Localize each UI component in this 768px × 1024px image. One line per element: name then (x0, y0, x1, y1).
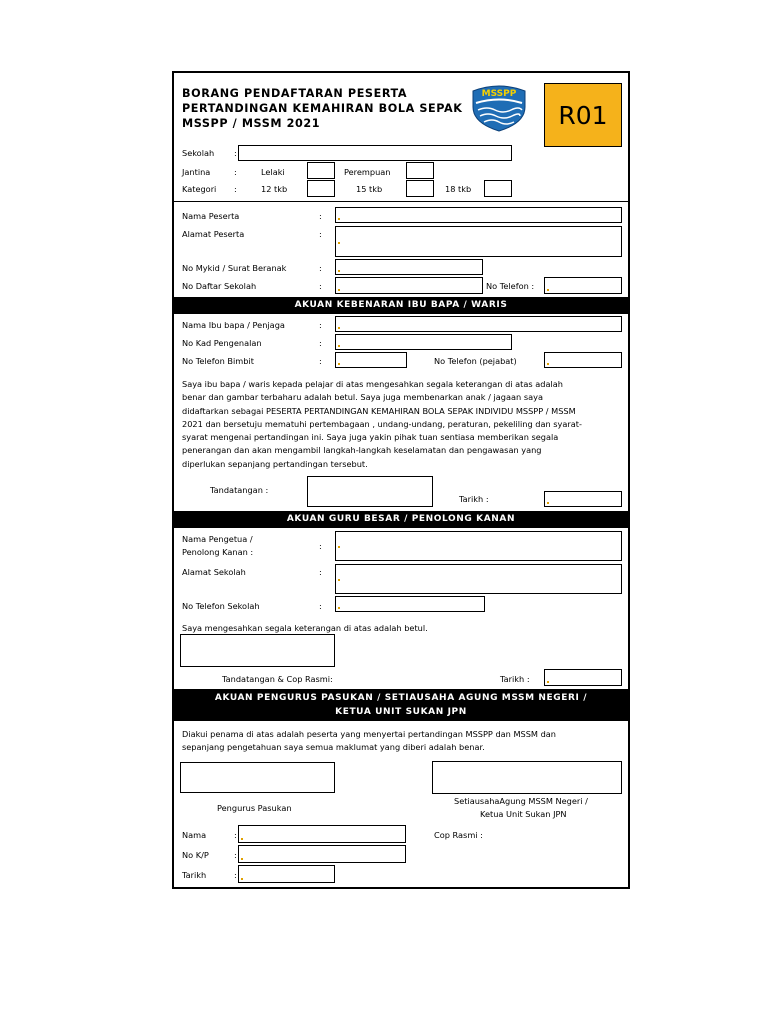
msspp-logo (467, 83, 531, 133)
telefon-sekolah-label: No Telefon Sekolah (182, 601, 260, 611)
setiausaha-label-2: Ketua Unit Sukan JPN (480, 809, 567, 819)
setiausaha-label: SetiausahaAgung MSSM Negeri / (454, 796, 588, 806)
nama-penjaga-input[interactable] (335, 316, 622, 332)
parent-section-heading: AKUAN KEBENARAN IBU BAPA / WARIS (174, 297, 628, 314)
nama-penjaga-label: Nama Ibu bapa / Penjaga (182, 320, 285, 330)
parent-signature-label: Tandatangan : (210, 485, 269, 495)
title-line-3: MSSPP / MSSM 2021 (182, 117, 321, 130)
pengurus-label: Pengurus Pasukan (217, 803, 292, 813)
colon: : (319, 263, 322, 273)
nama-peserta-input[interactable] (335, 207, 622, 223)
logo-text: MSSPP (481, 89, 517, 99)
form-code-box (544, 83, 622, 147)
colon: : (319, 211, 322, 221)
kategori-label: Kategori (182, 184, 217, 194)
declaration-line: penerangan dan akan mengambil langkah-langkah keselamatan dan pengawasan yang (182, 445, 542, 456)
nama-label: Nama (182, 830, 207, 840)
colon: : (234, 870, 237, 880)
telefon-bimbit-input[interactable] (335, 352, 407, 368)
lelaki-label: Lelaki (261, 167, 285, 177)
perempuan-checkbox[interactable] (406, 162, 434, 179)
category-12-label: 12 tkb (261, 184, 288, 194)
title-line-2: PERTANDINGAN KEMAHIRAN BOLA SEPAK (182, 102, 463, 115)
telefon-pejabat-input[interactable] (544, 352, 622, 368)
category-18-label: 18 tkb (445, 184, 472, 194)
parent-date-label: Tarikh : (459, 494, 489, 504)
mykid-label: No Mykid / Surat Beranak (182, 263, 287, 273)
registration-form (172, 71, 630, 889)
telefon-peserta-input[interactable] (544, 277, 622, 294)
form-title (182, 86, 463, 131)
colon: : (319, 541, 322, 551)
colon: : (319, 601, 322, 611)
principal-signature-label: Tandatangan & Cop Rasmi: (222, 674, 333, 684)
colon: : (319, 281, 322, 291)
tarikh-input[interactable] (238, 865, 335, 883)
nama-input[interactable] (238, 825, 406, 843)
category-18-checkbox[interactable] (484, 180, 512, 197)
principal-date-input[interactable] (544, 669, 622, 686)
declaration-line: benar dan gambar terbaharu adalah betul. Saya juga membenarkan anak / jagaan saya (182, 392, 543, 403)
divider (174, 201, 628, 202)
daftar-sekolah-input[interactable] (335, 277, 483, 294)
daftar-sekolah-label: No Daftar Sekolah (182, 281, 257, 291)
colon: : (234, 167, 237, 177)
colon: : (234, 850, 237, 860)
kp-input[interactable] (238, 845, 406, 863)
category-12-checkbox[interactable] (307, 180, 335, 197)
manager-heading-line-1: AKUAN PENGURUS PASUKAN / SETIAUSAHA AGUNG MSSM NEGERI / (214, 693, 588, 703)
declaration-line: didaftarkan sebagai PESERTA PERTANDINGAN KEMAHIRAN BOLA SEPAK INDIVIDU MSSPP / MSSM (182, 405, 576, 416)
declaration-line: 2021 dan bersetuju mematuhi pertembagaan , undang-undang, peraturan, pekeliling dan syarat- (182, 418, 582, 429)
colon: : (319, 229, 322, 239)
telefon-pejabat-label: No Telefon (pejabat) (434, 356, 517, 366)
declaration-line: syarat mengenai pertandingan ini. Saya juga yakin pihak tuan sentiasa memberikan segala (182, 432, 559, 443)
tarikh-label: Tarikh (182, 870, 207, 880)
manager-heading-line-2: KETUA UNIT SUKAN JPN (335, 707, 467, 717)
alamat-peserta-label: Alamat Peserta (182, 229, 245, 239)
principal-date-label: Tarikh : (500, 674, 530, 684)
sekolah-label: Sekolah (182, 148, 215, 158)
kad-pengenalan-input[interactable] (335, 334, 512, 350)
manager-statement-line: sepanjang pengetahuan saya semua maklumat yang diberi adalah benar. (182, 742, 485, 753)
category-15-label: 15 tkb (356, 184, 383, 194)
parent-declaration (182, 378, 622, 471)
colon: : (319, 567, 322, 577)
declaration-line: diperlukan sepanjang pertandingan tersebut. (182, 458, 368, 469)
kp-label: No K/P (182, 850, 209, 860)
colon: : (319, 356, 322, 366)
nama-pengetua-label-2: Penolong Kanan : (182, 547, 254, 557)
colon: : (319, 320, 322, 330)
alamat-peserta-input[interactable] (335, 226, 622, 257)
setiausaha-signature-box[interactable] (432, 761, 622, 794)
lelaki-checkbox[interactable] (307, 162, 335, 179)
nama-pengetua-input[interactable] (335, 531, 622, 561)
alamat-sekolah-label: Alamat Sekolah (182, 567, 246, 577)
colon: : (319, 338, 322, 348)
title-line-1: BORANG PENDAFTARAN PESERTA (182, 87, 408, 100)
pengurus-signature-box[interactable] (180, 762, 335, 793)
telefon-peserta-label: No Telefon : (486, 281, 535, 291)
form-code: R01 (558, 100, 608, 130)
perempuan-label: Perempuan (344, 167, 391, 177)
principal-signature-box[interactable] (180, 634, 335, 667)
jantina-label: Jantina (182, 167, 211, 177)
cop-rasmi-label: Cop Rasmi : (434, 830, 483, 840)
colon: : (234, 148, 237, 158)
principal-statement: Saya mengesahkan segala keterangan di atas adalah betul. (182, 623, 428, 633)
nama-pengetua-label: Nama Pengetua / (182, 534, 253, 544)
manager-statement (182, 728, 622, 755)
colon: : (234, 184, 237, 194)
kad-pengenalan-label: No Kad Pengenalan (182, 338, 262, 348)
manager-statement-line: Diakui penama di atas adalah peserta yang menyertai pertandingan MSSPP dan MSSM dan (182, 729, 556, 739)
telefon-sekolah-input[interactable] (335, 596, 485, 612)
telefon-bimbit-label: No Telefon Bimbit (182, 356, 254, 366)
alamat-sekolah-input[interactable] (335, 564, 622, 594)
parent-signature-box[interactable] (307, 476, 433, 507)
category-15-checkbox[interactable] (406, 180, 434, 197)
colon: : (234, 830, 237, 840)
sekolah-input[interactable] (238, 145, 512, 161)
manager-section-heading (174, 689, 628, 721)
principal-section-heading: AKUAN GURU BESAR / PENOLONG KANAN (174, 511, 628, 528)
parent-date-input[interactable] (544, 491, 622, 507)
nama-peserta-label: Nama Peserta (182, 211, 240, 221)
mykid-input[interactable] (335, 259, 483, 275)
declaration-line: Saya ibu bapa / waris kepada pelajar di atas mengesahkan segala keterangan di atas adalah (182, 379, 563, 389)
